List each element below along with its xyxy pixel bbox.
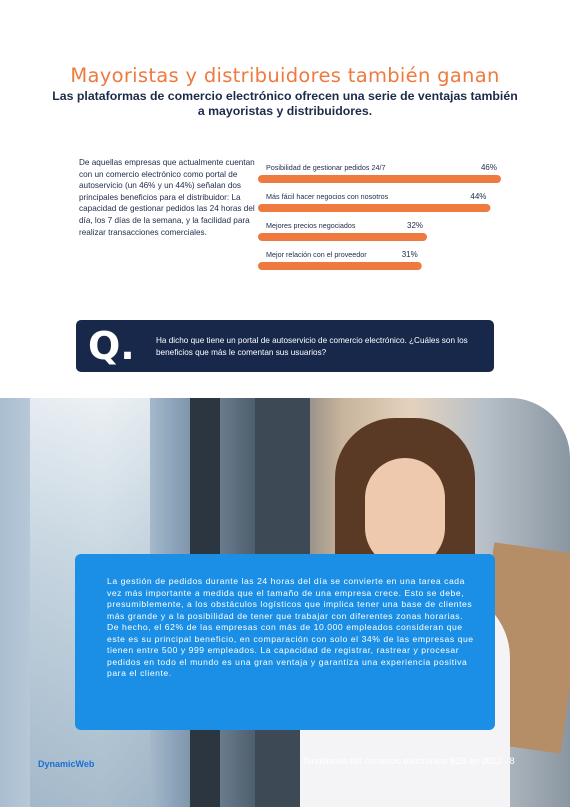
bar-category-label: Mejores precios negociados (266, 221, 356, 230)
intro-paragraph: De aquellas empresas que actualmente cuentan con un comercio electrónico como portal de autoservicio (un 46% y un 44%) señalan dos principales beneficios para el distribuidor: La capacidad de gestionar pedidos las 24 horas del día, los 7 días de la semana, y la facilidad para realizar transacciones comerciales. (79, 158, 255, 237)
brand-logo: DynamicWeb (38, 759, 95, 769)
bar-chart-svg (258, 158, 508, 268)
page-subtitle: Las plataformas de comercio electrónico ofrecen una serie de ventajas también a mayoristas y distribuidores. (52, 89, 518, 118)
bar-category-label: Posibilidad de gestionar pedidos 24/7 (266, 163, 386, 172)
bar (258, 204, 490, 212)
bar-value-label: 44% (470, 192, 487, 201)
answer-box (75, 554, 495, 730)
photo-face (365, 458, 445, 568)
benefits-bar-chart (258, 158, 508, 268)
bar-value-label: 31% (401, 250, 418, 259)
bar-category-label: Más fácil hacer negocios con nosotros (266, 192, 389, 201)
footer-page-info: Tendencias del comercio electrónico B2B en 2022 - 8 (302, 756, 515, 766)
bar-category-label: Mejor relación con el proveedor (266, 250, 367, 259)
bar-value-label: 32% (407, 221, 424, 230)
answer-text: La gestión de pedidos durante las 24 horas del día se convierte en una tarea cada vez más importante a medida que el tamaño de una empresa crece. Esto se debe, presumiblemente, a los obstáculos logísticos que implica tener una base de clientes más grande y a la posibilidad de tener que trabajar con diferentes zonas horarias. De hecho, el 62% de las empresas con más de 10.000 empleados consideran que este es su principal beneficio, en comparación con solo el 34% de las empresas que tienen entre 500 y 999 empleados. La capacidad de registrar, rastrear y procesar pedidos en todo el mundo es una gran ventaja y garantiza una experiencia positiva para el cliente. (107, 576, 474, 678)
bar (258, 233, 427, 241)
question-letter: Q. (88, 324, 135, 368)
bar-value-label: 46% (480, 163, 497, 172)
bar (258, 175, 501, 183)
bar (258, 262, 422, 270)
page-title: Mayoristas y distribuidores también ganan (70, 64, 500, 87)
question-text: Ha dicho que tiene un portal de autoservicio de comercio electrónico. ¿Cuáles son los beneficios que más le comentan sus usuarios? (156, 336, 468, 357)
question-box (76, 320, 494, 372)
